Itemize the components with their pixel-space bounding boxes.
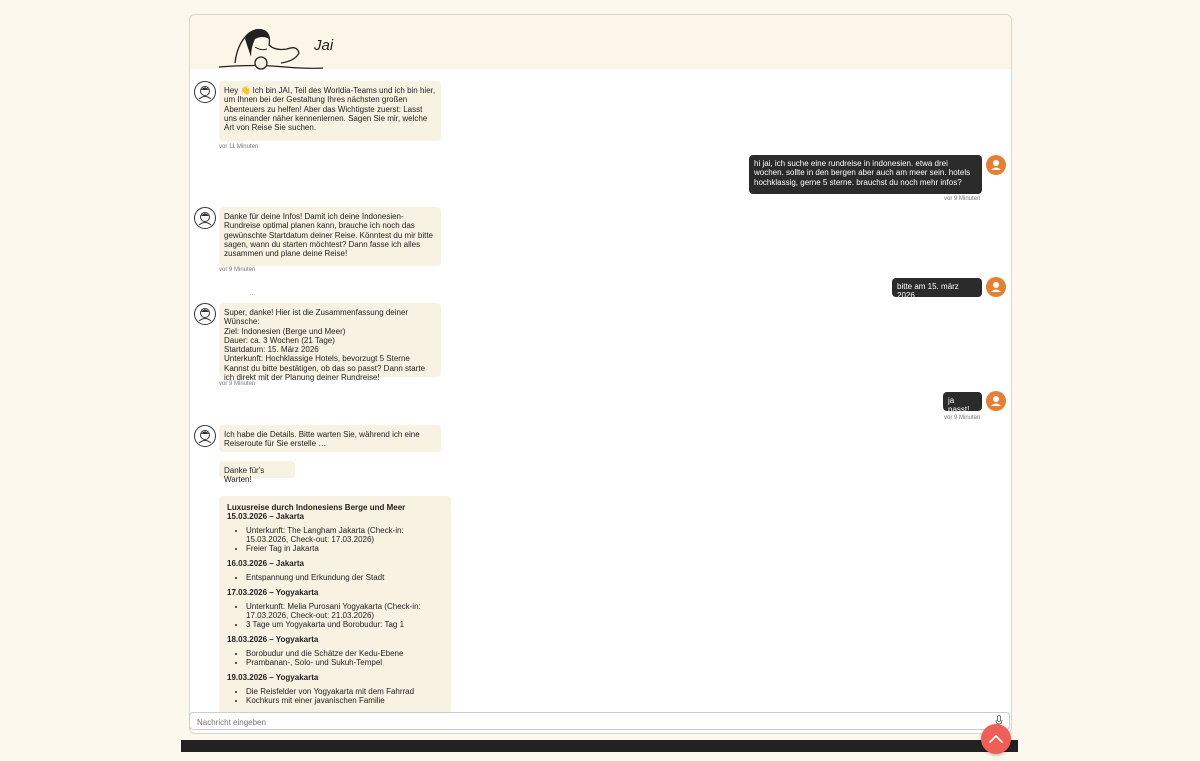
bot-avatar-icon: [194, 303, 216, 325]
summary-outro: Kannst du bitte bestätigen, ob das so passt? Dann starte ich direkt mit der Planung deiner Rundreise!: [224, 363, 426, 383]
user-message: ja passt!: [943, 392, 982, 411]
summary-item: Ziel: Indonesien (Berge und Meer): [224, 326, 346, 336]
itinerary-day-list: [227, 649, 444, 667]
message-timestamp: vor 9 Minuten: [944, 415, 981, 421]
summary-list: [224, 327, 436, 364]
itinerary-day-heading: 16.03.2026 – Jakarta: [227, 559, 304, 568]
itinerary-day-heading: 17.03.2026 – Yogyakarta: [227, 588, 319, 597]
itinerary-day-list: [227, 526, 444, 553]
user-icon: [986, 277, 1006, 297]
itinerary-day-list: [227, 602, 444, 629]
itinerary-item: • Prambanan-, Solo- und Sukuh-Tempel: [246, 658, 444, 667]
itinerary-day-heading: 19.03.2026 – Yogyakarta: [227, 673, 319, 682]
scroll-to-top-button[interactable]: [981, 724, 1011, 754]
bot-message: Danke für's Warten!: [219, 461, 295, 478]
itinerary-item: • Unterkunft: The Langham Jakarta (Check-in: 15.03.2026, Check-out: 17.03.2026): [246, 526, 444, 544]
bot-avatar-icon: [194, 207, 216, 229]
chat-window: [189, 14, 1012, 734]
itinerary-title: Luxusreise durch Indonesiens Berge und Meer: [227, 503, 406, 512]
chevron-up-icon: [981, 724, 1011, 754]
chat-header: [190, 15, 1011, 69]
summary-intro: Super, danke! Hier ist die Zusammenfassung deiner Wünsche:: [224, 308, 409, 327]
bot-message-summary: [219, 303, 441, 383]
summary-item: Startdatum: 15. März 2026: [224, 345, 319, 355]
message-timestamp: vor 11 Minuten: [219, 144, 259, 150]
bot-avatar-icon: [194, 425, 216, 447]
bot-avatar-icon: [194, 81, 216, 103]
message-timestamp: vor 9 Minuten: [219, 381, 256, 387]
summary-item: Unterkunft: Hochklassige Hotels, bevorzugt 5 Sterne: [224, 354, 410, 364]
itinerary-item: • 3 Tage um Yogyakarta und Borobudur: Tag 1: [246, 620, 444, 629]
itinerary-item: • Unterkunft: Melia Purosani Yogyakarta (Check-in: 17.03.2026, Check-out: 21.03.2026): [246, 602, 444, 620]
user-icon: [986, 391, 1006, 411]
summary-item: Dauer: ca. 3 Wochen (21 Tage): [224, 335, 335, 345]
itinerary-card: [219, 496, 451, 712]
bot-message: Ich habe die Details. Bitte warten Sie, während ich eine Reiseroute für Sie erstelle …: [219, 425, 441, 452]
footer-bar: [181, 740, 1018, 752]
user-message: hi jai, ich suche eine rundreise in indonesien. etwa drei wochen. sollte in den bergen aber auch am meer sein. hotels hochklassig, gerne 5 sterne. brauchst du noch mehr infos?: [749, 155, 982, 194]
itinerary-day-heading: 15.03.2026 – Jakarta: [227, 512, 304, 521]
message-input[interactable]: [195, 715, 979, 730]
itinerary-day-list: [227, 573, 444, 582]
message-timestamp: vor 9 Minuten: [944, 196, 981, 202]
message-timestamp: vor 9 Minuten: [219, 267, 256, 273]
user-message: bitte am 15. märz 2026: [892, 278, 982, 297]
bot-message: Danke für deine Infos! Damit ich deine Indonesien-Rundreise optimal planen kann, brauche ich noch das gewünschte Startdatum deiner Reise. Könntest du mir bitte sagen, wann du starten möchtest? Dann fasse ich alles zusammen und plane deine Reise!: [219, 207, 441, 266]
itinerary-item: • Freier Tag in Jakarta: [246, 544, 444, 553]
itinerary-item: • Entspannung und Erkundung der Stadt: [246, 573, 444, 582]
user-icon: [986, 155, 1006, 175]
bot-name: Jai: [314, 37, 334, 54]
jai-mascot-illustration: [215, 23, 325, 75]
itinerary-day-heading: 18.03.2026 – Yogyakarta: [227, 635, 319, 644]
typing-ellipsis: ...: [250, 291, 256, 297]
itinerary-item: • Die Reisfelder von Yogyakarta mit dem Fahrrad: [246, 687, 444, 696]
bot-message: Hey 👋 Ich bin JAI, Teil des Worldia-Teams und ich bin hier, um Ihnen bei der Gestaltung Ihres nächsten großen Abenteuers zu helfen! Aber das Wichtigste zuerst: Lasst uns einander näher kennenlernen. Sagen Sie mir, welche Art von Reise Sie suchen.: [219, 81, 441, 141]
message-list[interactable]: [190, 69, 1011, 712]
itinerary-day-list: [227, 687, 444, 705]
itinerary-item: • Kochkurs mit einer javanischen Familie: [246, 696, 444, 705]
itinerary-item: • Borobudur und die Schätze der Kedu-Ebene: [246, 649, 444, 658]
message-input-bar: [189, 712, 1010, 730]
